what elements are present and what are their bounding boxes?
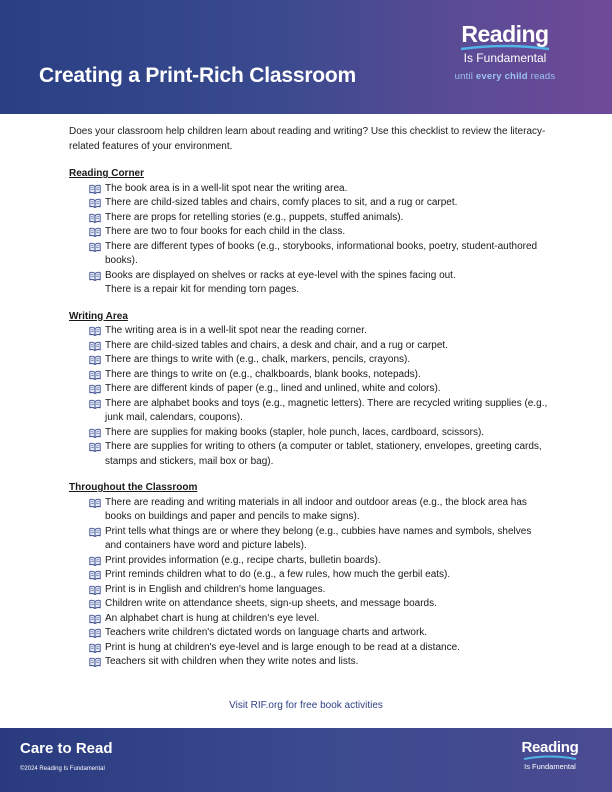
- checklist-item-text: Print tells what things are or where they belong (e.g., cubbies have names and symbols, shelves and containers have word and picture labels).: [105, 525, 532, 551]
- checklist-item: [69, 240, 549, 269]
- open-book-icon: [89, 585, 101, 595]
- checklist-item-text: The book area is in a well-lit spot near the writing area.: [105, 182, 348, 194]
- open-book-icon: [89, 341, 101, 351]
- open-book-icon: [89, 355, 101, 365]
- open-book-icon: [89, 628, 101, 638]
- rif-logo: [440, 22, 570, 82]
- checklist-item-text: There are child-sized tables and chairs, a desk and chair, and a rug or carpet.: [105, 339, 448, 351]
- open-book-icon: [89, 326, 101, 336]
- checklist-item-text: Children write on attendance sheets, sign-up sheets, and message boards.: [105, 598, 437, 609]
- checklist-item: [69, 426, 549, 441]
- open-book-icon: [89, 227, 101, 237]
- checklist-item: [69, 597, 549, 612]
- section-heading: Reading Corner: [69, 168, 145, 179]
- checklist-item-text: Print is hung at children's eye-level and is large enough to be read at a distance.: [105, 641, 460, 653]
- checklist-item: [69, 269, 549, 284]
- checklist: [69, 496, 549, 670]
- checklist-item-text: Teachers sit with children when they write notes and lists.: [105, 656, 359, 667]
- checklist-item-text: There are supplies for making books (stapler, hole punch, laces, cardboard, scissors).: [105, 426, 485, 438]
- checklist-item-text: Print reminds children what to do (e.g., a few rules, how much the gerbil eats).: [105, 569, 451, 580]
- checklist-item: [69, 339, 549, 354]
- open-book-icon: [89, 370, 101, 380]
- logo-subtitle: Is Fundamental: [463, 51, 547, 65]
- open-book-icon: [89, 384, 101, 394]
- footer-brand: Care to Read: [20, 740, 113, 757]
- checklist-item-text: There are two to four books for each child in the class.: [105, 226, 346, 237]
- checklist-item: [69, 626, 549, 641]
- checklist-item: [69, 368, 549, 383]
- checklist-item: [69, 283, 549, 298]
- checklist-item-text: Print is in English and children's home languages.: [105, 583, 326, 595]
- checklist-item-text: There are child-sized tables and chairs, comfy places to sit, and a rug or carpet.: [105, 197, 458, 208]
- open-book-icon: [89, 570, 101, 580]
- checklist-item: [69, 182, 549, 197]
- open-book-icon: [89, 498, 101, 508]
- checklist-item-text: Books are displayed on shelves or racks at eye-level with the spines facing out.: [105, 269, 456, 281]
- open-book-icon: [89, 657, 101, 667]
- checklist-item: [69, 655, 549, 670]
- page-title: Creating a Print-Rich Classroom: [39, 64, 357, 87]
- checklist-item: [69, 496, 549, 525]
- open-book-icon: [89, 213, 101, 223]
- checklist-item: [69, 568, 549, 583]
- footer-logo: [515, 740, 585, 771]
- checklist-item-text: There are different types of books (e.g., storybooks, informational books, poetry, student-authored books).: [105, 240, 538, 266]
- open-book-icon: [89, 271, 101, 281]
- checklist-item: [69, 382, 549, 397]
- footer-logo-word: Reading: [521, 739, 579, 756]
- intro-text: Does your classroom help children learn about reading and writing? Use this checklist to review the literacy-related features of your environment.: [69, 126, 546, 152]
- checklist-item: [69, 211, 549, 226]
- open-book-icon: [89, 399, 101, 409]
- open-book-icon: [89, 556, 101, 566]
- copyright: ©2024 Reading Is Fundamental: [20, 766, 105, 772]
- checklist-item: [69, 612, 549, 627]
- footer-logo-subtitle: Is Fundamental: [524, 762, 576, 771]
- checklist-item: [69, 583, 549, 598]
- checklist-item: [69, 196, 549, 211]
- open-book-icon: [89, 242, 101, 252]
- checklist-item: [69, 554, 549, 569]
- checklist-item: [69, 641, 549, 656]
- open-book-icon: [89, 643, 101, 653]
- logo-word: Reading: [461, 21, 549, 47]
- open-book-icon: [89, 599, 101, 609]
- checklist-item-text: An alphabet chart is hung at children's eye level.: [105, 612, 320, 624]
- checklist-sections: [69, 167, 549, 670]
- checklist-item-text: There are props for retelling stories (e.g., puppets, stuffed animals).: [105, 211, 404, 223]
- footer-link[interactable]: Visit RIF.org for free book activities: [229, 700, 383, 711]
- section-heading: Writing Area: [69, 310, 128, 322]
- open-book-icon: [89, 442, 101, 452]
- header-banner: [0, 0, 612, 114]
- checklist-item-text: There are alphabet books and toys (e.g., magnetic letters). There are recycled writing supplies (e.g., junk mail, calendars, coupons).: [105, 397, 548, 423]
- checklist: [69, 324, 549, 469]
- checklist-item-text: There are reading and writing materials in all indoor and outdoor areas (e.g., the block area has books on buildings and paper and pencils to make signs).: [105, 496, 527, 522]
- checklist-item-text: There are things to write on (e.g., chalkboards, blank books, notepads).: [105, 368, 421, 380]
- open-book-icon: [89, 614, 101, 624]
- checklist-item-text: There is a repair kit for mending torn pages.: [105, 284, 299, 295]
- checklist-item: [69, 324, 549, 339]
- checklist-item-text: The writing area is in a well-lit spot near the reading corner.: [105, 325, 367, 336]
- open-book-icon: [89, 428, 101, 438]
- checklist-item-text: There are different kinds of paper (e.g., lined and unlined, white and colors).: [105, 383, 441, 394]
- checklist-item-text: Teachers write children's dictated words on language charts and artwork.: [105, 627, 428, 638]
- checklist-content: [69, 125, 549, 682]
- checklist-item: [69, 225, 549, 240]
- checklist-item-text: There are things to write with (e.g., chalk, markers, pencils, crayons).: [105, 354, 411, 365]
- checklist-item: [69, 525, 549, 554]
- open-book-icon: [89, 198, 101, 208]
- checklist-item: [69, 397, 549, 426]
- checklist: [69, 182, 549, 298]
- open-book-icon: [89, 184, 101, 194]
- checklist-item-text: Print provides information (e.g., recipe charts, bulletin boards).: [105, 554, 381, 566]
- section-heading: Throughout the Classroom: [69, 482, 198, 493]
- checklist-item-text: There are supplies for writing to others (a computer or tablet, stationery, envelopes, greeting cards, stamps and stickers, mail box or bag).: [105, 441, 542, 467]
- open-book-icon: [89, 527, 101, 537]
- footer-banner: [0, 728, 612, 792]
- checklist-item: [69, 440, 549, 469]
- logo-tagline: until every child reads: [454, 71, 556, 82]
- checklist-item: [69, 353, 549, 368]
